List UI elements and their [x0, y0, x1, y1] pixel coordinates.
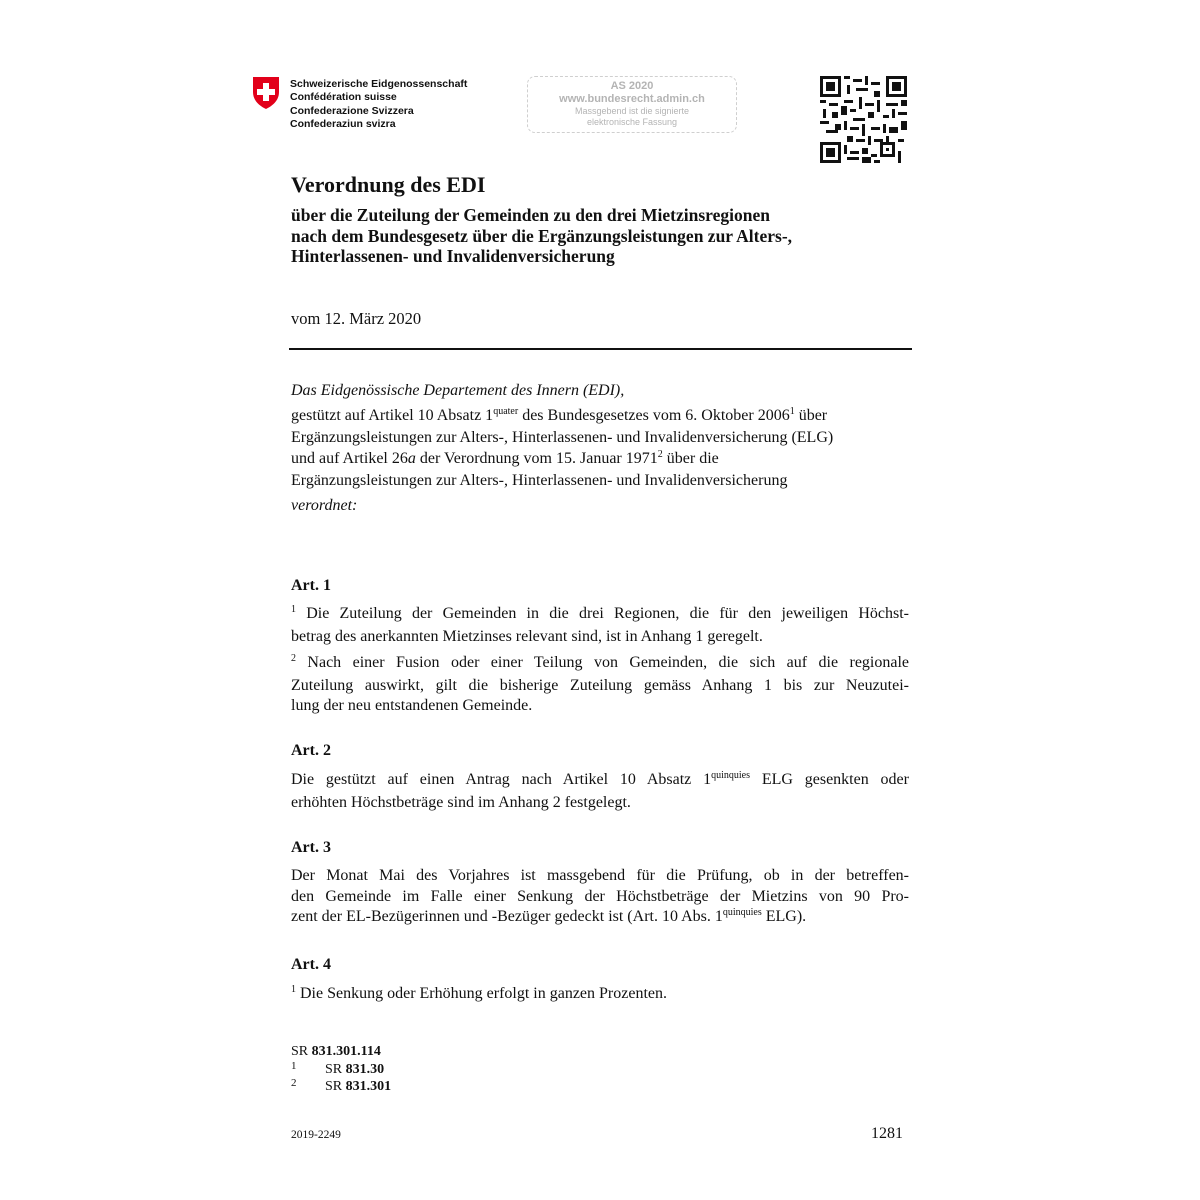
article-4-heading: Art. 4	[291, 956, 331, 973]
preamble-text: gestützt auf Artikel 10 Absatz 1	[291, 406, 494, 424]
horizontal-rule	[289, 348, 912, 350]
paragraph-number: 1	[291, 984, 296, 995]
subtitle-line: über die Zuteilung der Gemeinden zu den drei Mietzinsregionen	[291, 205, 770, 225]
sr-link[interactable]: 831.30	[345, 1062, 385, 1077]
article-1-paragraph-2	[291, 653, 909, 717]
footnote-text	[325, 1062, 384, 1078]
text: Die gestützt auf einen Antrag nach Artikel 10 Absatz 1	[291, 771, 712, 788]
text: ELG gesenkten oder	[750, 771, 909, 788]
sr-prefix: SR	[325, 1062, 346, 1077]
stamp-as: AS 2020	[610, 80, 654, 92]
stamp-url[interactable]: www.bundesrecht.admin.ch	[559, 93, 705, 105]
sr-prefix: SR	[325, 1079, 346, 1094]
sr-prefix: SR	[291, 1044, 312, 1059]
subtitle-line: nach dem Bundesgesetz über die Ergänzungsleistungen zur Alters-,	[291, 225, 793, 246]
qr-code-icon[interactable]	[820, 76, 907, 163]
preamble-line	[291, 449, 909, 472]
text-line	[291, 907, 909, 930]
document-number: 2019-2249	[291, 1129, 341, 1141]
paragraph-number: 2	[291, 653, 296, 664]
page-number: 1281	[871, 1125, 903, 1142]
article-1-paragraph-1	[291, 604, 909, 647]
preamble-line: Ergänzungsleistungen zur Alters-, Hinterlassenen- und Invalidenversicherung (ELG)	[291, 429, 834, 446]
article-3-heading: Art. 3	[291, 839, 331, 856]
text-line: lung der neu entstandenen Gemeinde.	[291, 697, 533, 715]
footnote-number: 1	[291, 1060, 297, 1072]
article-2-heading: Art. 2	[291, 742, 331, 759]
text-line	[291, 653, 909, 676]
confederation-fr: Confédération suisse	[290, 91, 397, 104]
text: Die Zuteilung der Gemeinden in die drei Regionen, die für den jeweiligen Höchst-	[306, 605, 910, 622]
superscript: quinquies	[711, 770, 750, 781]
text-line: betrag des anerkannten Mietzinses relevant sind, ist in Anhang 1 geregelt.	[291, 627, 763, 645]
preamble-text: a	[407, 449, 416, 467]
text-line: erhöhten Höchstbeträge sind im Anhang 2 festgelegt.	[291, 793, 631, 811]
text-line: Der Monat Mai des Vorjahres ist massgebend für die Prüfung, ob in der betreffen-	[291, 867, 909, 884]
text-line: Zuteilung auswirkt, gilt die bisherige Zuteilung gemäss Anhang 1 bis zur Neuzutei-	[291, 676, 909, 694]
article-3-paragraph	[291, 866, 909, 930]
confederation-names	[290, 78, 467, 131]
text-line	[291, 770, 909, 793]
text: Die Senkung oder Erhöhung erfolgt in ganzen Prozenten.	[300, 985, 668, 1002]
text: Nach einer Fusion oder einer Teilung von Gemeinden, die sich auf die regionale	[307, 654, 910, 671]
superscript: quater	[493, 405, 519, 417]
publication-stamp	[527, 76, 737, 133]
preamble-verb: verordnet:	[291, 496, 358, 514]
stamp-note-1: Massgebend ist die signierte	[574, 106, 690, 116]
confederation-it: Confederazione Svizzera	[290, 104, 414, 117]
preamble-text: des Bundesgesetzes vom 6. Oktober 2006	[518, 406, 790, 424]
preamble	[291, 381, 909, 516]
confederation-de: Schweizerische Eidgenossenschaft	[290, 78, 468, 90]
footnote-1	[291, 1062, 491, 1080]
stamp-note-2: elektronische Fassung	[586, 117, 678, 127]
text-line: den Gemeinde im Falle einer Senkung der Höchstbeträge der Mietzins von 90 Pro-	[291, 887, 909, 905]
preamble-text: über	[794, 406, 828, 424]
preamble-text: der Verordnung vom 15. Januar 1971	[415, 449, 658, 467]
document-subtitle	[291, 205, 931, 267]
subtitle-line: Hinterlassenen- und Invalidenversicherung	[291, 246, 615, 266]
sr-link[interactable]: 831.301	[345, 1079, 392, 1094]
footnote-text	[325, 1079, 391, 1095]
footnote-2	[291, 1079, 491, 1097]
preamble-line	[291, 406, 909, 429]
footnote-ref[interactable]: 2	[657, 448, 663, 460]
preamble-issuer: Das Eidgenössische Departement des Innern (EDI),	[291, 382, 625, 399]
article-1-heading: Art. 1	[291, 577, 331, 594]
confederation-rm: Confederaziun svizra	[290, 117, 396, 130]
preamble-text: und auf Artikel 26	[291, 449, 408, 467]
swiss-cross-icon	[252, 76, 280, 110]
text-line	[291, 984, 909, 1007]
paragraph-number: 1	[291, 604, 296, 615]
sr-main: 831.301.114	[311, 1044, 381, 1059]
document-date: vom 12. März 2020	[291, 309, 422, 328]
preamble-line: Ergänzungsleistungen zur Alters-, Hinterlassenen- und Invalidenversicherung	[291, 472, 788, 489]
text: zent der EL-Bezügerinnen und -Bezüger gedeckt ist (Art. 10 Abs. 1	[291, 908, 723, 926]
page-title: Verordnung des EDI	[291, 172, 486, 197]
article-2-paragraph	[291, 770, 909, 813]
article-4-paragraph-1	[291, 984, 909, 1007]
text: ELG).	[761, 908, 807, 926]
superscript: quinquies	[722, 907, 762, 919]
preamble-text: über die	[662, 449, 719, 467]
sr-number	[291, 1044, 381, 1060]
footnote-ref[interactable]: 1	[789, 405, 795, 417]
text-line	[291, 604, 909, 627]
footnote-number: 2	[291, 1077, 297, 1089]
